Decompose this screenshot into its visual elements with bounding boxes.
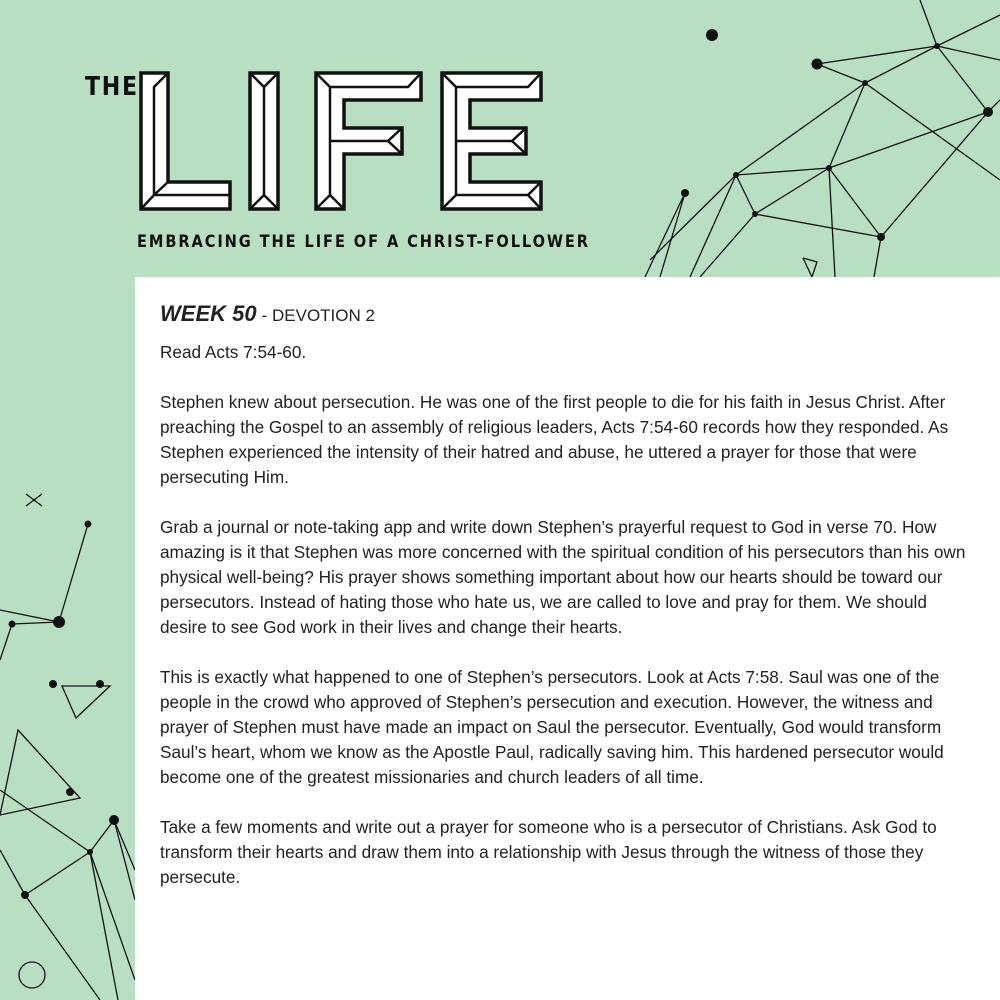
devotion-label: - DEVOTION 2 [261,306,375,325]
devotion-content [160,300,975,915]
tagline: EMBRACING THE LIFE OF A CHRIST-FOLLOWER [137,232,590,252]
week-label: WEEK 50 [160,301,257,326]
paragraph-4: Take a few moments and write out a prayer for someone who is a persecutor of Christians. Ask God to transform their hearts and draw them into a relationship with Jesus through the witness of those they persecute. [160,817,937,887]
life-logo [138,70,544,212]
reading-reference: Read Acts 7:54-60. [160,342,307,362]
week-heading [160,300,975,330]
paragraph-2: Grab a journal or note-taking app and write down Stephen’s prayerful request to God in verse 70. How amazing is it that Stephen was more concerned with the spiritual condition of his persecutors than his own physical well-being? His prayer shows something important about how our hearts should be toward our persecutors. Instead of hating those who hate us, we are called to love and pray for them. We should desire to see God work in their lives and change their hearts. [160,517,966,637]
paragraph-3: This is exactly what happened to one of Stephen’s persecutors. Look at Acts 7:58. Saul was one of the people in the crowd who approved of Stephen’s persecution and execution. However, the witness and prayer of Stephen must have made an impact on Saul the persecutor. Eventually, God would transform Saul’s heart, whom we know as the Apostle Paul, radically saving him. This hardened persecutor would become one of the greatest missionaries and church leaders of all time. [160,667,944,787]
paragraph-1: Stephen knew about persecution. He was one of the first people to die for his faith in Jesus Christ. After preaching the Gospel to an assembly of religious leaders, Acts 7:54-60 records how they responded. As Stephen experienced the intensity of their hatred and abuse, he uttered a prayer for those that were persecuting Him. [160,392,949,487]
header-the-word: THE [85,72,139,102]
